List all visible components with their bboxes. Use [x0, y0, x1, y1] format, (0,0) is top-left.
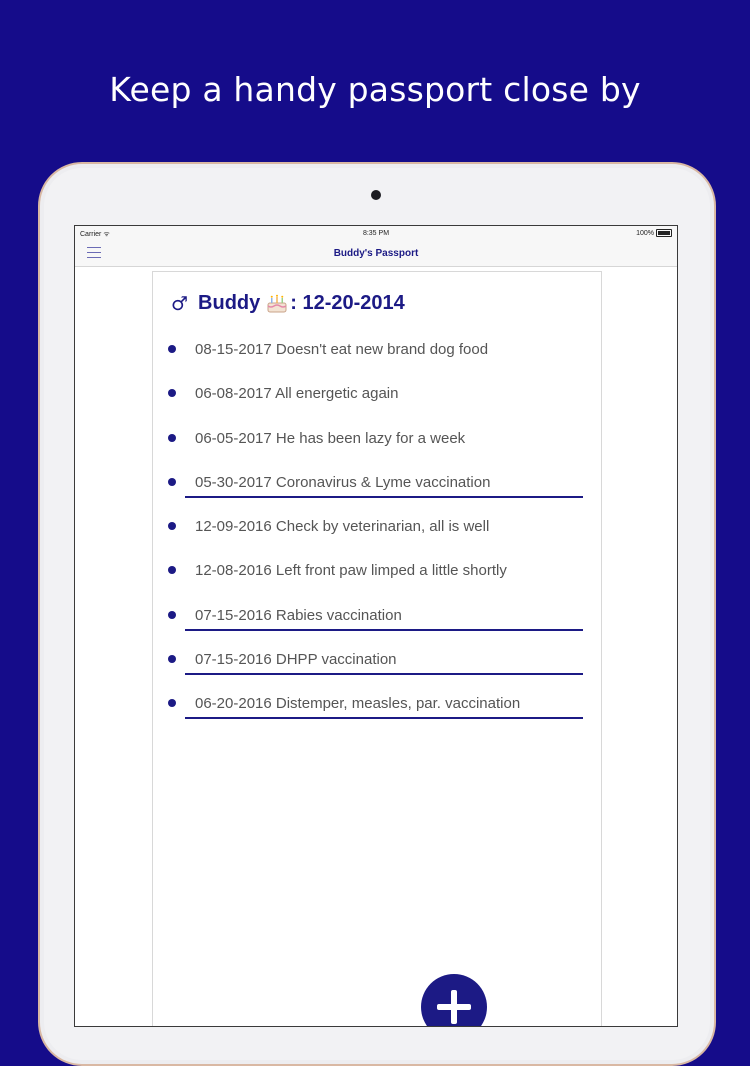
vaccination-underline — [185, 717, 583, 719]
entry-text: 05-30-2017 Coronavirus & Lyme vaccination — [195, 473, 491, 491]
status-bar — [75, 226, 677, 240]
vaccination-underline — [185, 673, 583, 675]
nav-title: Buddy's Passport — [333, 248, 419, 259]
add-entry-button[interactable] — [421, 974, 487, 1027]
pet-header — [171, 292, 405, 315]
ipad-frame — [38, 162, 716, 1066]
vaccination-entry[interactable] — [153, 598, 601, 642]
entry-text: 12-08-2016 Left front paw limped a little shortly — [195, 562, 507, 580]
carrier-label: Carrier ᯤ — [80, 231, 110, 238]
navigation-bar — [75, 240, 677, 267]
entry-text: 07-15-2016 Rabies vaccination — [195, 606, 402, 624]
entry-text: 07-15-2016 DHPP vaccination — [195, 651, 397, 669]
bullet-icon — [168, 611, 176, 619]
app-screen — [74, 225, 678, 1027]
pet-name: Buddy — [198, 292, 261, 314]
entry-text: 06-20-2016 Distemper, measles, par. vaccination — [195, 695, 521, 713]
birthday-cake-icon — [266, 292, 288, 314]
list-item[interactable] — [153, 509, 601, 553]
promo-headline: Keep a handy passport close by — [109, 70, 641, 109]
bullet-icon — [168, 566, 176, 574]
vaccination-entry[interactable] — [153, 465, 601, 509]
vaccination-entry[interactable] — [153, 686, 601, 730]
status-time: 8:35 PM — [362, 230, 390, 237]
battery-indicator — [636, 229, 672, 237]
list-item[interactable] — [153, 376, 601, 420]
bullet-icon — [168, 434, 176, 442]
vaccination-entry[interactable] — [153, 642, 601, 686]
entry-text: 06-08-2017 All energetic again — [195, 385, 399, 403]
bullet-icon — [168, 345, 176, 353]
battery-percent: 100% — [636, 229, 654, 237]
passport-entries-list — [153, 332, 601, 731]
entry-text: 12-09-2016 Check by veterinarian, all is well — [195, 518, 490, 536]
bullet-icon — [168, 699, 176, 707]
bullet-icon — [168, 655, 176, 663]
list-item[interactable] — [153, 553, 601, 597]
list-item[interactable] — [153, 421, 601, 465]
bullet-icon — [168, 478, 176, 486]
male-gender-icon: ♂ — [171, 292, 189, 315]
battery-icon — [656, 229, 672, 237]
bullet-icon — [168, 522, 176, 530]
list-item[interactable] — [153, 332, 601, 376]
bullet-icon — [168, 389, 176, 397]
entry-text: 08-15-2017 Doesn't eat new brand dog food — [195, 341, 489, 358]
camera-icon — [371, 190, 381, 200]
entry-text: 06-05-2017 He has been lazy for a week — [195, 429, 466, 447]
passport-card — [152, 271, 602, 1027]
vaccination-underline — [185, 496, 583, 498]
pet-birthday: : 12-20-2014 — [290, 292, 405, 314]
vaccination-underline — [185, 629, 583, 631]
